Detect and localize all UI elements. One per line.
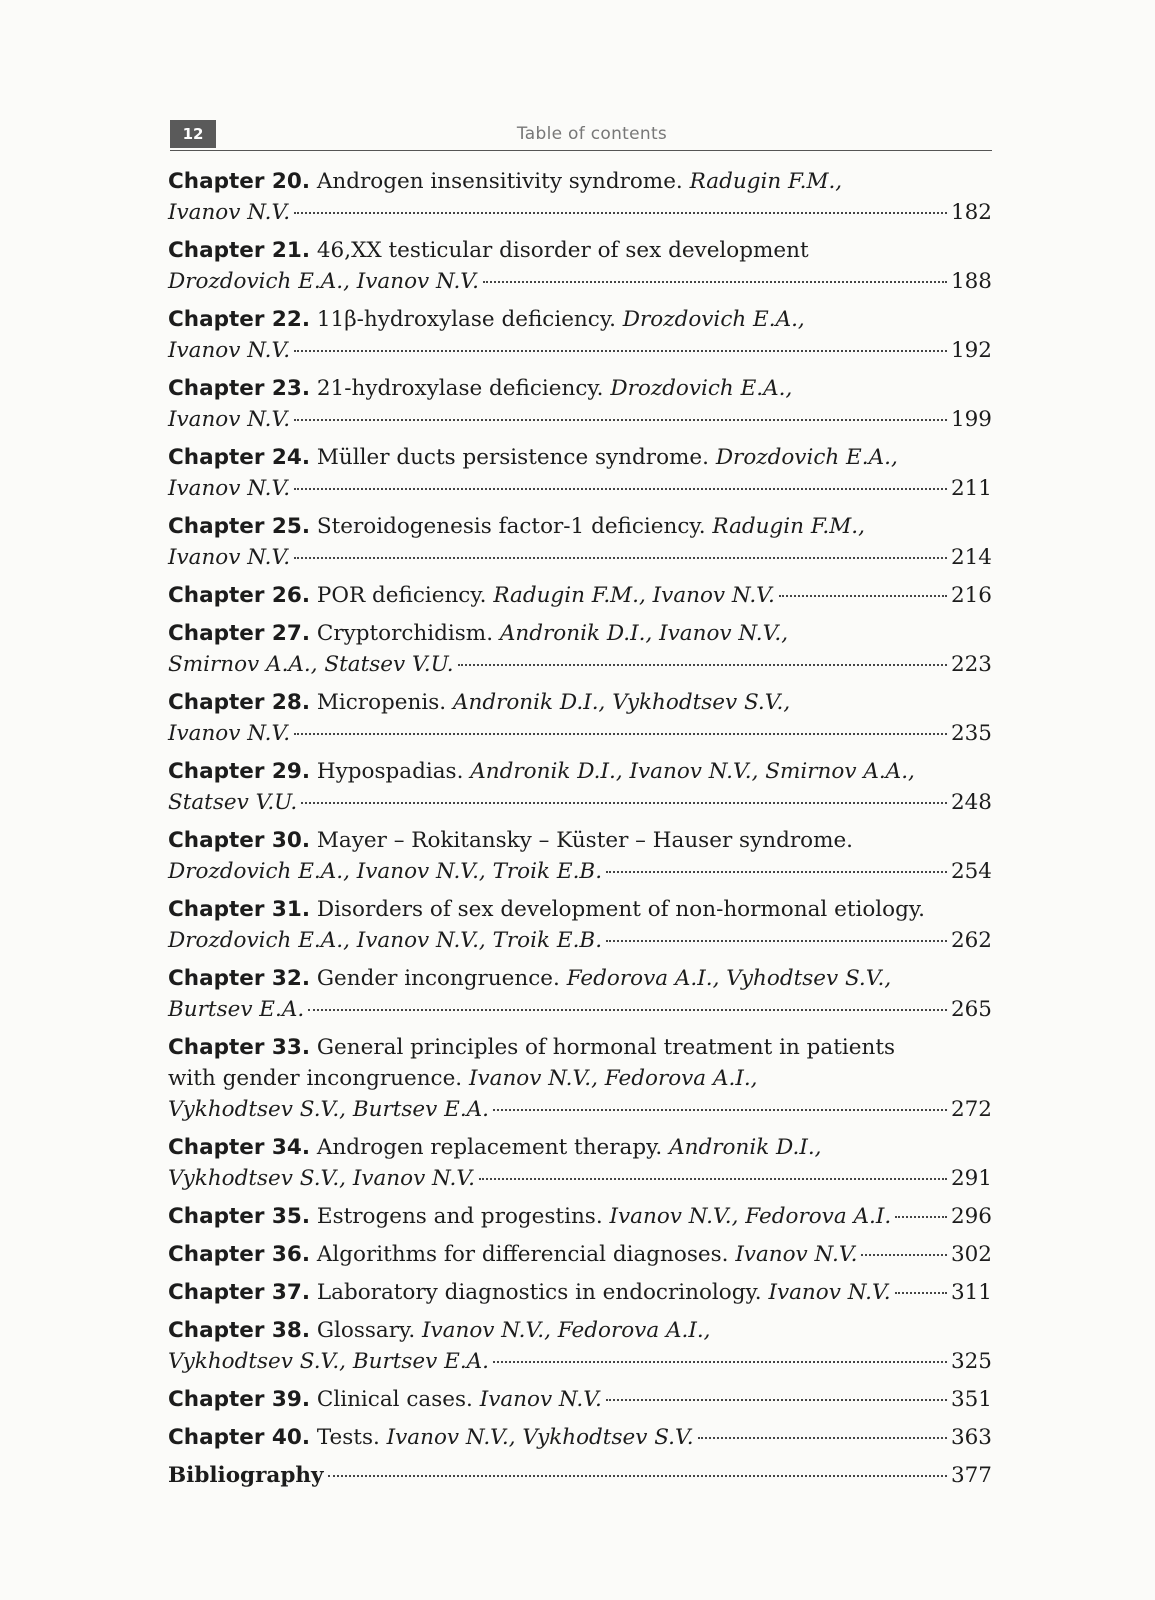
toc-entry (168, 1032, 992, 1125)
chapter-number: Chapter 35. (168, 1204, 311, 1229)
chapter-number: Chapter 22. (168, 307, 311, 332)
chapter-authors: Ivanov N.V. (168, 407, 291, 432)
dot-leader (779, 595, 947, 597)
toc-line (168, 649, 992, 680)
toc-line (168, 373, 992, 404)
chapter-authors: Radugin F.M., (689, 169, 843, 194)
toc-line (168, 1201, 992, 1232)
page-number-badge: 12 (170, 120, 216, 148)
page-number: 311 (950, 1280, 992, 1305)
chapter-authors: Drozdovich E.A., (715, 445, 898, 470)
chapter-number: Chapter 29. (168, 759, 311, 784)
page-number: 216 (950, 583, 992, 608)
toc-line (168, 925, 992, 956)
dot-leader (328, 1475, 947, 1477)
page-number: 199 (950, 407, 992, 432)
chapter-authors: Ivanov N.V. (168, 545, 291, 570)
chapter-authors: Drozdovich E.A., Ivanov N.V., Troik E.B. (168, 928, 603, 953)
chapter-authors: Andronik D.I., Ivanov N.V., (499, 621, 789, 646)
chapter-authors: Fedorova A.I., Vyhodtsev S.V., (566, 966, 892, 991)
toc-line (168, 1384, 992, 1415)
page-number: 291 (950, 1166, 992, 1191)
toc-entry (168, 1201, 992, 1232)
page-number: 325 (950, 1349, 992, 1374)
chapter-number: Chapter 31. (168, 897, 311, 922)
toc-entry (168, 825, 992, 887)
toc-entry (168, 442, 992, 504)
toc-line (168, 787, 992, 818)
toc-line (168, 1346, 992, 1377)
toc-line (168, 266, 992, 297)
dot-leader (483, 281, 947, 283)
chapter-title: Steroidogenesis factor-1 deficiency. (316, 514, 706, 539)
table-of-contents (168, 166, 992, 1498)
chapter-authors: Ivanov N.V., Fedorova A.I., (469, 1066, 758, 1091)
page-number: 302 (950, 1242, 992, 1267)
toc-line (168, 756, 992, 787)
chapter-authors: Ivanov N.V. (168, 338, 291, 363)
chapter-authors: Ivanov N.V., Fedorova A.I. (609, 1204, 892, 1229)
toc-entry (168, 894, 992, 956)
chapter-number: Chapter 28. (168, 690, 311, 715)
toc-line (168, 856, 992, 887)
chapter-authors: Vykhodtsev S.V., Ivanov N.V. (168, 1166, 475, 1191)
chapter-authors: Ivanov N.V. (168, 721, 291, 746)
toc-line (168, 1315, 992, 1346)
toc-line (168, 994, 992, 1025)
chapter-authors: Radugin F.M., Ivanov N.V. (493, 583, 775, 608)
page-number: 272 (950, 1097, 992, 1122)
toc-line (168, 718, 992, 749)
toc-entry (168, 963, 992, 1025)
dot-leader (301, 802, 947, 804)
toc-entry (168, 1384, 992, 1415)
chapter-authors: Vykhodtsev S.V., Burtsev E.A. (168, 1349, 490, 1374)
chapter-authors: Ivanov N.V. (768, 1280, 891, 1305)
toc-line (168, 335, 992, 366)
toc-line (168, 1132, 992, 1163)
dot-leader (606, 871, 947, 873)
toc-line (168, 1032, 992, 1063)
dot-leader (895, 1216, 947, 1218)
dot-leader (861, 1254, 947, 1256)
chapter-title: Laboratory diagnostics in endocrinology. (316, 1280, 762, 1305)
toc-line (168, 894, 992, 925)
page-number: 248 (950, 790, 992, 815)
chapter-title: Disorders of sex development of non-hormonal etiology. (316, 897, 926, 922)
chapter-authors: Burtsev E.A. (168, 997, 305, 1022)
chapter-number: Chapter 37. (168, 1280, 311, 1305)
toc-entry (168, 1132, 992, 1194)
toc-entry (168, 687, 992, 749)
toc-entry (168, 511, 992, 573)
toc-line (168, 404, 992, 435)
chapter-title: Hypospadias. (316, 759, 464, 784)
page-number: 363 (950, 1425, 992, 1450)
chapter-number: Chapter 40. (168, 1425, 311, 1450)
chapter-title: POR deficiency. (316, 583, 487, 608)
chapter-authors: Andronik D.I., (669, 1135, 822, 1160)
chapter-title: General principles of hormonal treatment in patients (316, 1035, 896, 1060)
chapter-title: Tests. (316, 1425, 380, 1450)
chapter-number: Chapter 32. (168, 966, 311, 991)
toc-line (168, 963, 992, 994)
dot-leader (606, 1399, 947, 1401)
toc-line (168, 1163, 992, 1194)
page-number: 192 (950, 338, 992, 363)
chapter-authors: Drozdovich E.A., (610, 376, 793, 401)
toc-entry (168, 373, 992, 435)
dot-leader (294, 488, 947, 490)
chapter-title: 11β-hydroxylase deficiency. (316, 307, 616, 332)
dot-leader (493, 1361, 947, 1363)
chapter-title: Algorithms for differencial diagnoses. (316, 1242, 729, 1267)
toc-line (168, 197, 992, 228)
dot-leader (479, 1178, 947, 1180)
chapter-number: Chapter 23. (168, 376, 311, 401)
chapter-title: Androgen insensitivity syndrome. (316, 169, 683, 194)
chapter-number: Chapter 24. (168, 445, 311, 470)
page-number: 254 (950, 859, 992, 884)
dot-leader (294, 733, 947, 735)
toc-entry (168, 756, 992, 818)
dot-leader (294, 419, 947, 421)
dot-leader (458, 664, 947, 666)
page-number: 296 (950, 1204, 992, 1229)
page-number: 188 (950, 269, 992, 294)
toc-line (168, 580, 992, 611)
toc-line (168, 825, 992, 856)
chapter-number: Chapter 27. (168, 621, 311, 646)
chapter-title: Glossary. (316, 1318, 416, 1343)
chapter-authors: Statsev V.U. (168, 790, 298, 815)
toc-line (168, 304, 992, 335)
chapter-title: Gender incongruence. (316, 966, 560, 991)
page-number: 214 (950, 545, 992, 570)
toc-line (168, 511, 992, 542)
running-title: Table of contents (516, 124, 668, 144)
toc-entry (168, 235, 992, 297)
dot-leader (698, 1437, 947, 1439)
dot-leader (606, 940, 947, 942)
page-number: 211 (950, 476, 992, 501)
chapter-title: Mayer – Rokitansky – Küster – Hauser syndrome. (316, 828, 854, 853)
toc-line (168, 235, 992, 266)
toc-line (168, 1063, 992, 1094)
bibliography-entry (168, 1460, 992, 1491)
toc-line (168, 618, 992, 649)
chapter-title: with gender incongruence. (168, 1066, 463, 1091)
toc-entry (168, 580, 992, 611)
chapter-title: Micropenis. (316, 690, 447, 715)
toc-entry (168, 1277, 992, 1308)
chapter-authors: Drozdovich E.A., Ivanov N.V., Troik E.B. (168, 859, 603, 884)
chapter-authors: Ivanov N.V. (479, 1387, 602, 1412)
bibliography-label: Bibliography (168, 1463, 324, 1488)
chapter-authors: Ivanov N.V. (168, 476, 291, 501)
chapter-title: Cryptorchidism. (316, 621, 494, 646)
chapter-authors: Smirnov A.A., Statsev V.U. (168, 652, 454, 677)
chapter-number: Chapter 20. (168, 169, 311, 194)
dot-leader (294, 350, 947, 352)
chapter-authors: Andronik D.I., Vykhodtsev S.V., (452, 690, 791, 715)
chapter-authors: Drozdovich E.A., (622, 307, 805, 332)
chapter-number: Chapter 38. (168, 1318, 311, 1343)
chapter-number: Chapter 34. (168, 1135, 311, 1160)
page-number: 182 (950, 200, 992, 225)
chapter-authors: Ivanov N.V., Fedorova A.I., (422, 1318, 711, 1343)
page-number: 223 (950, 652, 992, 677)
toc-line (168, 1239, 992, 1270)
chapter-authors: Ivanov N.V., Vykhodtsev S.V. (386, 1425, 694, 1450)
page-number: 351 (950, 1387, 992, 1412)
page-number: 235 (950, 721, 992, 746)
toc-line (168, 1460, 992, 1491)
chapter-number: Chapter 33. (168, 1035, 311, 1060)
toc-line (168, 442, 992, 473)
toc-line (168, 473, 992, 504)
chapter-number: Chapter 21. (168, 238, 311, 263)
chapter-number: Chapter 36. (168, 1242, 311, 1267)
chapter-authors: Radugin F.M., (712, 514, 865, 539)
chapter-title: Müller ducts persistence syndrome. (316, 445, 709, 470)
dot-leader (294, 212, 947, 214)
dot-leader (895, 1292, 947, 1294)
toc-entry (168, 1422, 992, 1453)
page-number: 265 (950, 997, 992, 1022)
toc-line (168, 687, 992, 718)
toc-entry (168, 166, 992, 228)
toc-line (168, 1422, 992, 1453)
chapter-authors: Ivanov N.V. (168, 200, 291, 225)
dot-leader (308, 1009, 947, 1011)
toc-line (168, 1277, 992, 1308)
chapter-authors: Vykhodtsev S.V., Burtsev E.A. (168, 1097, 490, 1122)
page-number: 377 (950, 1463, 992, 1488)
chapter-authors: Andronik D.I., Ivanov N.V., Smirnov A.A., (470, 759, 915, 784)
chapter-title: 46,XX testicular disorder of sex development (316, 238, 809, 263)
page-header (170, 120, 992, 151)
toc-line (168, 542, 992, 573)
chapter-number: Chapter 25. (168, 514, 311, 539)
chapter-number: Chapter 39. (168, 1387, 311, 1412)
toc-entry (168, 1315, 992, 1377)
toc-line (168, 166, 992, 197)
chapter-title: Estrogens and progestins. (316, 1204, 603, 1229)
page-number: 262 (950, 928, 992, 953)
toc-entry (168, 1239, 992, 1270)
dot-leader (493, 1109, 947, 1111)
chapter-title: 21-hydroxylase deficiency. (316, 376, 604, 401)
dot-leader (294, 557, 947, 559)
chapter-authors: Ivanov N.V. (735, 1242, 858, 1267)
chapter-authors: Drozdovich E.A., Ivanov N.V. (168, 269, 479, 294)
toc-entry (168, 618, 992, 680)
chapter-number: Chapter 26. (168, 583, 311, 608)
toc-line (168, 1094, 992, 1125)
toc-entry (168, 304, 992, 366)
chapter-title: Clinical cases. (316, 1387, 473, 1412)
chapter-number: Chapter 30. (168, 828, 311, 853)
chapter-title: Androgen replacement therapy. (316, 1135, 663, 1160)
